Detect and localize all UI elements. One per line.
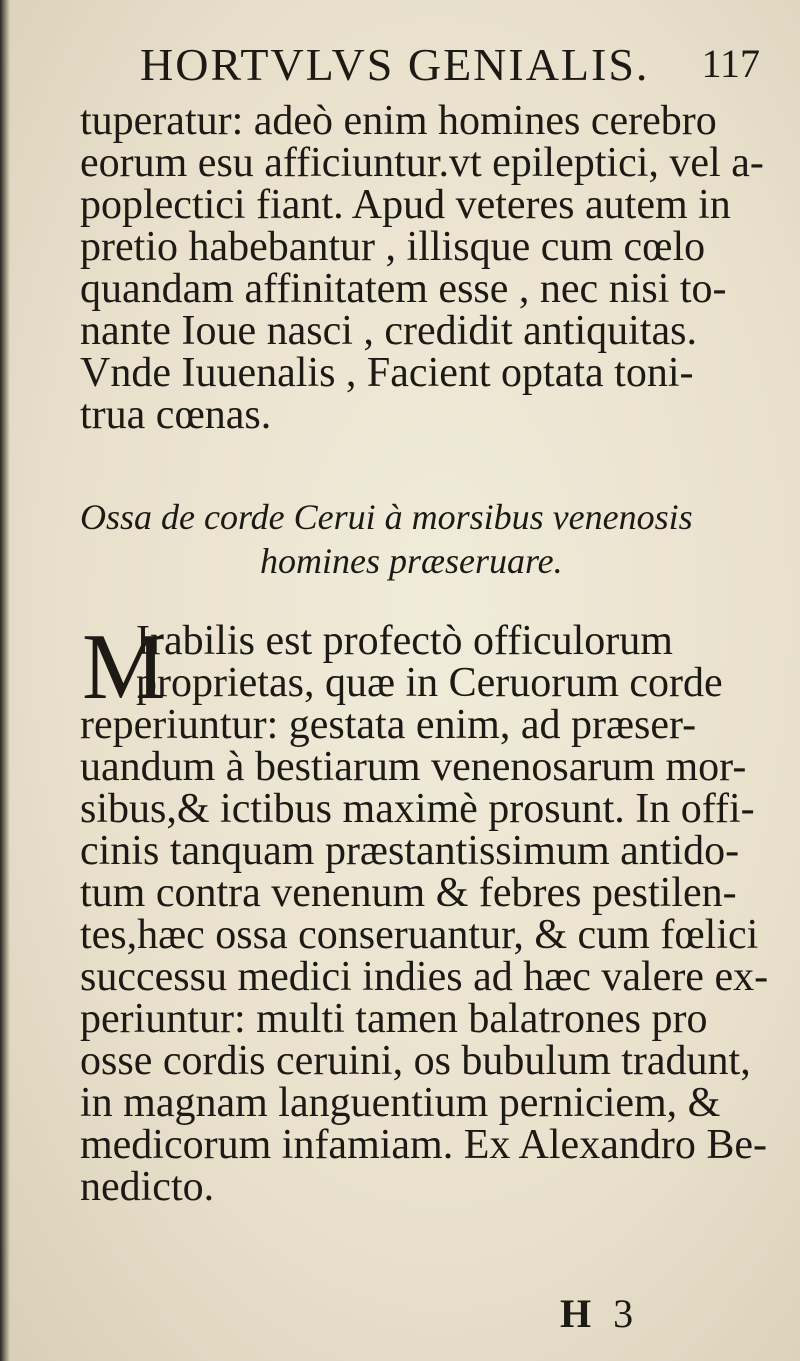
text-line: successu medici indies ad hæc valere ex- [80,954,769,1000]
text-line: cinis tanquam præstantissimum antido- [80,828,740,874]
text-line: Irabilis est profectò officulorum [136,618,673,664]
page-number: 117 [701,41,760,86]
paragraph-1 [80,100,770,436]
title-line: Ossa de corde Cerui à morsibus venenosis [80,497,693,537]
text-line: trua cœnas. [80,392,272,438]
text-line: eorum esu afficiuntur.vt epileptici, vel a- [80,140,764,186]
signature-mark [560,1290,633,1337]
text-line: quandam affinitatem esse , nec nisi to- [80,266,727,312]
page-header [90,38,760,98]
drop-cap: M [82,615,166,719]
running-head: HORTVLVS GENIALIS. [140,39,650,90]
text-line: poplectici fiant. Apud veteres autem in [80,182,731,228]
text-line: reperiuntur: gestata enim, ad præser- [80,702,697,748]
paragraph-2 [80,615,770,1210]
text-line: uandum à bestiarum venenosarum mor- [80,744,747,790]
text-line: nedicto. [80,1164,215,1210]
text-line: pretio habebantur , illisque cum cœlo [80,224,706,270]
text-line: medicorum infamiam. Ex Alexandro Be- [80,1122,767,1168]
text-line: tum contra venenum & febres pestilen- [80,870,737,916]
text-line: in magnam languentium perniciem, & [80,1080,721,1126]
signature-number: 3 [613,1291,634,1336]
text-line: sibus,& ictibus maximè prosunt. In offi- [80,786,755,832]
text-line: periuntur: multi tamen balatrones pro [80,996,708,1042]
page-edge-shadow [0,0,10,1361]
text-line: tuperatur: adeò enim homines cerebro [80,98,717,144]
text-line: osse cordis ceruini, os bubulum tradunt, [80,1038,751,1084]
section-title [80,495,770,583]
text-line: Vnde Iuuenalis , Facient optata toni- [80,350,694,396]
signature-letter: H [560,1291,592,1336]
title-line: homines præseruare. [260,541,563,581]
text-line: proprietas, quæ in Ceruorum corde [136,660,723,706]
text-line: nante Ioue nasci , credidit antiquitas. [80,308,697,354]
text-line: tes,hæc ossa conseruantur, & cum fœlici [80,912,759,958]
